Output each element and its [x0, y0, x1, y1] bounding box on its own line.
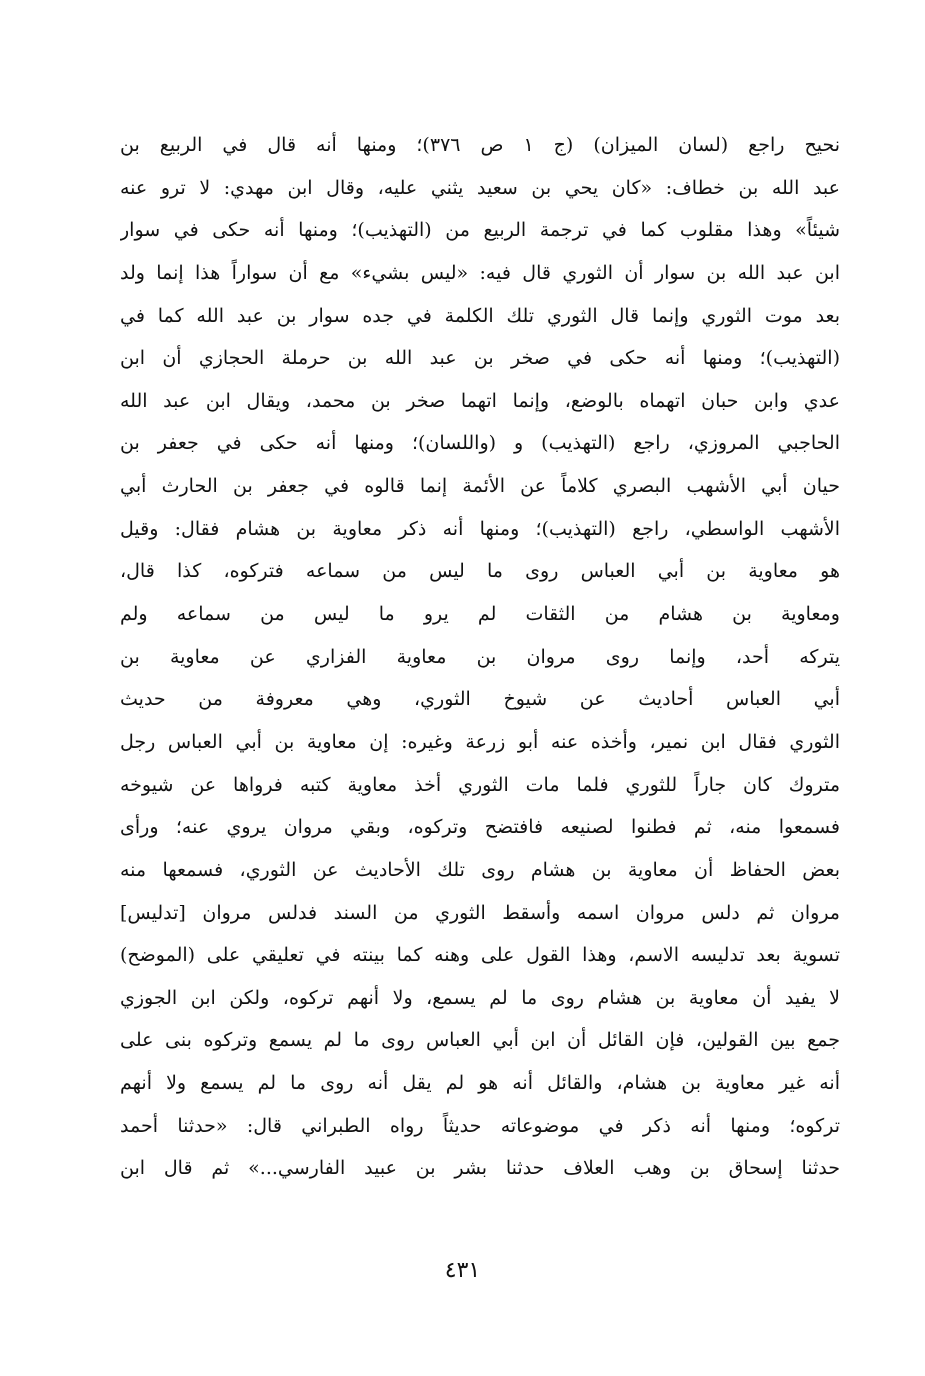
text-line: بعض الحفاظ أن معاوية بن هشام روى تلك الأحاديث عن الثوري، فسمعها منه [120, 858, 840, 881]
text-line: عدي وابن حبان اتهماه بالوضع، وإنما اتهما صخر بن محمد، ويقال ابن عبد الله [120, 389, 840, 412]
text-line: هو معاوية بن أبي العباس روى ما ليس من سماعه فتركوه، كذا قال، [120, 560, 840, 583]
text-line: بعد موت الثوري وإنما قال الثوري تلك الكلمة في جده سوار بن عبد الله كما في [120, 304, 840, 327]
text-line: شيئاً» وهذا مقلوب كما في ترجمة الربيع من (التهذيب)؛ ومنها أنه حكى في سوار [120, 219, 840, 242]
text-line: فسمعوا منه، ثم فطنوا لصنيعه فافتضح وتركوه، وبقي مروان يروي عنه؛ ورأى [120, 816, 840, 839]
text-line: عبد الله بن خطاف: «كان يحي بن سعيد يثني عليه، وقال ابن مهدي: لا ترو عنه [120, 176, 840, 199]
text-line: الحاجبي المروزي، راجع (التهذيب) و (واللسان)؛ ومنها أنه حكى في جعفر بن [120, 432, 840, 455]
text-line: جمع بين القولين، فإن القائل أن ابن أبي العباس روى ما لم يسمع وتركوه بنى على [120, 1029, 840, 1052]
text-line: يتركه أحد، وإنما روى مروان بن معاوية الفزاري عن معاوية بن [120, 645, 840, 668]
text-line: حيان أبي الأشهب البصري كلاماً عن الأئمة إنما قالوه في جعفر بن الحارث أبي [120, 475, 840, 498]
text-line: تركوه؛ ومنها أنه ذكر في موضوعاته حديثاً رواه الطبراني قال: «حدثنا أحمد [120, 1114, 840, 1137]
text-line: أبي العباس أحاديث عن شيوخ الثوري، وهي معروفة من حديث [120, 688, 840, 711]
text-line: متروك كان جاراً للثوري فلما مات الثوري أخذ معاوية كتبه فرواها عن شيوخه [120, 773, 840, 796]
text-line: الثوري فقال ابن نمير، وأخذه عنه أبو زرعة وغيره: إن معاوية بن أبي العباس رجل [120, 730, 840, 753]
text-line: مروان ثم دلس مروان اسمه وأسقط الثوري من السند فدلس مروان [تدليس] [120, 901, 840, 924]
text-line: لا يفيد أن معاوية بن هشام روى ما لم يسمع، ولا أنهم تركوه، ولكن ابن الجوزي [120, 986, 840, 1009]
text-line: الأشهب الواسطي، راجع (التهذيب)؛ ومنها أنه ذكر معاوية بن هشام فقال: وقيل [120, 517, 840, 540]
page-number: ٤٣١ [444, 1258, 481, 1283]
text-line: (التهذيب)؛ ومنها أنه حكى في صخر بن عبد الله بن حرملة الحجازي أن ابن [120, 347, 840, 370]
text-line: ابن عبد الله بن سوار أن الثوري قال فيه: «ليس بشيء» مع أن سواراً هذا إنما ولد [120, 261, 840, 284]
text-line: أنه غير معاوية بن هشام، والقائل أنه هو لم يقل أنه روى ما لم يسمع ولا أنهم [120, 1072, 840, 1095]
body-text [120, 124, 840, 1190]
text-line: تسوية بعد تدليسه الاسم، وهذا القول على وهنه كما بينته في تعليقي على (الموضح) [120, 944, 840, 967]
text-line: ومعاوية بن هشام من الثقات لم يرو ما ليس من سماعه ولم [120, 603, 840, 626]
text-line: نحيح راجع (لسان الميزان) (ج ١ ص ٣٧٦)؛ ومنها أنه قال في الربيع بن [120, 134, 840, 156]
text-line: حدثنا إسحاق بن وهب العلاف حدثنا بشر بن عبيد الفارسي...» ثم قال ابن [120, 1157, 840, 1180]
